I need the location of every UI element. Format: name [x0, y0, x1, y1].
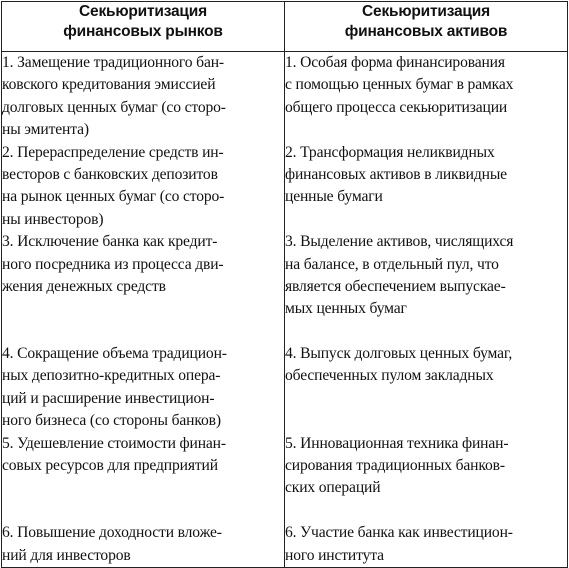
right-item-6-line-2: ного института	[285, 546, 384, 564]
left-item-3-line-3: жения денежных средств	[2, 277, 166, 295]
header-row	[2, 2, 568, 52]
left-item-1-line-4: ны эмитента)	[2, 121, 89, 139]
right-item-2	[285, 142, 567, 232]
left-item-5	[2, 433, 284, 523]
right-item-5-spacer	[285, 500, 567, 522]
left-item-4-line-3: ций и расширение инвестицион-	[2, 389, 215, 407]
right-item-1-line-1: 1. Особая форма финансирования	[285, 54, 505, 71]
right-item-1	[285, 52, 567, 142]
right-item-1-spacer	[285, 119, 567, 141]
left-item-2-line-1: 2. Перераспределение средств ин-	[2, 143, 224, 161]
left-item-3-spacer	[2, 321, 284, 343]
left-item-5-spacer	[2, 477, 284, 499]
left-item-2-line-2: весторов с банковских депозитов	[2, 165, 218, 183]
right-item-3-spacer	[285, 321, 567, 343]
comparison-table	[1, 1, 568, 568]
header-right	[285, 2, 568, 52]
right-item-5-line-1: 5. Инновационная техника финан-	[285, 434, 509, 452]
left-item-2	[2, 142, 284, 232]
right-item-5-line-3: ских операций	[285, 479, 381, 497]
left-item-3-spacer	[2, 298, 284, 320]
left-item-2-line-3: на рынок ценных бумаг (со сторо-	[2, 188, 225, 206]
left-item-5-spacer	[2, 500, 284, 522]
right-item-5-line-2: сирования традиционных банков-	[285, 457, 505, 475]
left-item-3-line-2: ного посредника из процесса дви-	[2, 255, 224, 273]
left-item-1-line-3: долговых ценных бумаг (со сторо-	[2, 98, 226, 116]
left-item-1-line-2: ковского кредитования эмиссией	[2, 76, 216, 94]
right-item-1-line-2: с помощью ценных бумаг в рамках	[285, 76, 514, 94]
left-item-1-line-1: 1. Замещение традиционного бан-	[2, 54, 224, 71]
left-item-4-line-2: ных депозитно-кредитных опера-	[2, 367, 221, 385]
right-item-3	[285, 231, 567, 343]
right-item-4-spacer	[285, 410, 567, 432]
left-item-6-line-1: 6. Повышение доходности вложе-	[2, 524, 222, 542]
left-item-6	[2, 522, 284, 567]
right-item-2-line-1: 2. Трансформация неликвидных	[285, 143, 495, 161]
left-item-6-line-2: ний для инвесторов	[2, 546, 131, 564]
right-item-3-line-1: 3. Выделение активов, числящихся	[285, 233, 514, 251]
header-left-line-1: Секьюритизация	[79, 3, 207, 20]
header-left	[2, 2, 285, 52]
left-item-1	[2, 52, 284, 142]
left-item-5-line-2: совых ресурсов для предприятий	[2, 457, 218, 475]
right-column	[285, 52, 568, 568]
right-item-4-spacer	[285, 388, 567, 410]
left-item-2-line-4: ны инвесторов)	[2, 210, 104, 228]
right-item-6-line-1: 6. Участие банка как инвестицион-	[285, 524, 513, 542]
right-item-4-line-1: 4. Выпуск долговых ценных бумаг,	[285, 345, 513, 363]
left-item-4	[2, 343, 284, 433]
left-item-3	[2, 231, 284, 343]
left-item-3-line-1: 3. Исключение банка как кредит-	[2, 233, 218, 251]
right-item-3-line-3: является обеспечением выпускае-	[285, 277, 506, 295]
right-item-2-line-3: ценные бумаги	[285, 188, 383, 206]
left-item-4-line-1: 4. Сокращение объема традицион-	[2, 345, 227, 363]
header-right-line-1: Секьюритизация	[362, 3, 490, 20]
body-row	[2, 52, 568, 568]
right-item-6	[285, 522, 567, 567]
right-item-2-spacer	[285, 209, 567, 231]
right-item-3-line-4: мых ценных бумаг	[285, 300, 407, 318]
right-item-1-line-3: общего процесса секьюритизации	[285, 98, 508, 116]
right-item-4-line-2: обеспеченных пулом закладных	[285, 367, 494, 385]
left-column	[2, 52, 285, 568]
right-item-3-line-2: на балансе, в отдельный пул, что	[285, 255, 499, 273]
left-item-5-line-1: 5. Удешевление стоимости финан-	[2, 434, 226, 452]
right-item-4	[285, 343, 567, 433]
header-right-line-2: финансовых активов	[344, 23, 508, 40]
right-item-5	[285, 433, 567, 523]
header-left-line-2: финансовых рынков	[63, 23, 223, 40]
right-item-2-line-2: финансовых активов в ликвидные	[285, 165, 507, 183]
left-item-4-line-4: ного бизнеса (со стороны банков)	[2, 412, 221, 430]
